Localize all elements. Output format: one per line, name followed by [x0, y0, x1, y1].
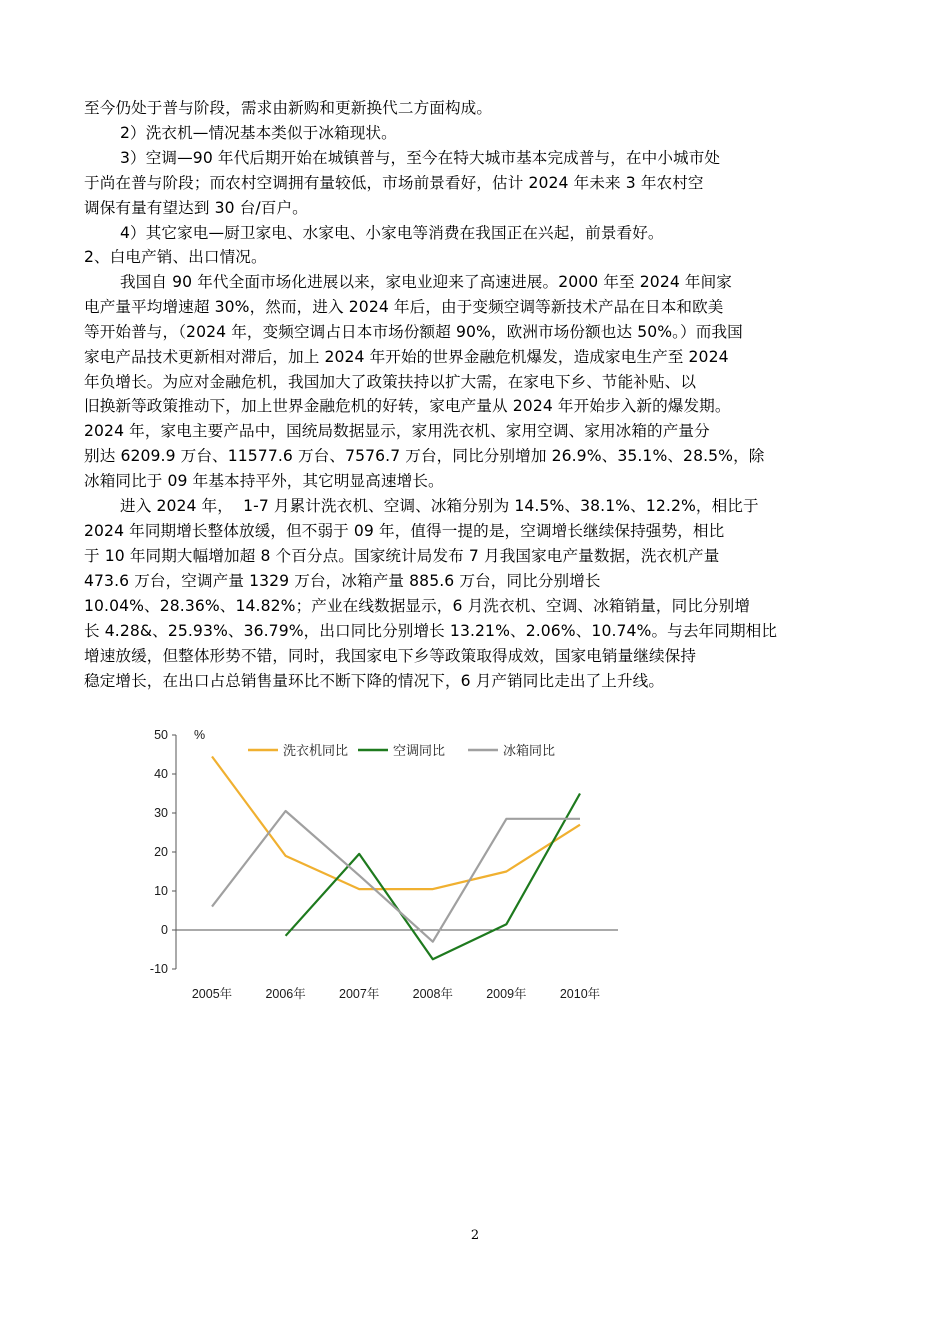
legend-label: 空调同比	[393, 744, 446, 759]
y-tick-label: 10	[154, 884, 168, 898]
text-line: 增速放缓，但整体形势不错，同时，我国家电下乡等政策取得成效，国家电销量继续保持	[84, 647, 697, 665]
growth-line-chart	[140, 720, 620, 1010]
y-tick-label: -10	[149, 962, 168, 976]
x-tick-label: 2008年	[412, 987, 453, 1001]
text-line: 长 4.28&、25.93%、36.79%，出口同比分别增长 13.21%、2.06%、10.74%。与去年同期相比	[84, 622, 778, 640]
text-line: 冰箱同比于 09 年基本持平外，其它明显高速增长。	[84, 472, 444, 490]
text-line: 10.04%、28.36%、14.82%；产业在线数据显示，6 月洗衣机、空调、冰箱销量，同比分别增	[84, 597, 751, 615]
x-tick-label: 2009年	[486, 987, 527, 1001]
page-number: 2	[470, 1228, 480, 1243]
text-line: 进入 2024 年， 1-7 月累计洗衣机、空调、冰箱分别为 14.5%、38.1%、12.2%，相比于	[120, 497, 759, 515]
text-line: 3）空调—90 年代后期开始在城镇普与，至今在特大城市基本完成普与，在中小城市处	[120, 149, 721, 167]
text-line: 家电产品技术更新相对滞后，加上 2024 年开始的世界金融危机爆发，造成家电生产至 2024	[84, 348, 729, 366]
series-line-1	[212, 757, 580, 890]
text-line: 别达 6209.9 万台、11577.6 万台、7576.7 万台，同比分别增加 26.9%、35.1%、28.5%，除	[84, 447, 765, 465]
y-axis-unit: %	[194, 728, 206, 742]
text-line: 调保有量有望达到 30 台/百户。	[84, 199, 308, 217]
text-line: 于 10 年同期大幅增加超 8 个百分点。国家统计局发布 7 月我国家电产量数据，洗衣机产量	[84, 547, 720, 565]
text-line: 于尚在普与阶段；而农村空调拥有量较低，市场前景看好，估计 2024 年未来 3 年农村空	[84, 174, 704, 192]
legend-label: 冰箱同比	[503, 744, 556, 759]
y-tick-label: 40	[154, 767, 168, 781]
legend-label: 洗衣机同比	[283, 744, 349, 759]
y-tick-label: 20	[154, 845, 168, 859]
text-line: 旧换新等政策推动下，加上世界金融危机的好转，家电产量从 2024 年开始步入新的爆发期。	[84, 397, 731, 415]
text-line: 稳定增长，在出口占总销售量环比不断下降的情况下，6 月产销同比走出了上升线。	[84, 672, 665, 690]
x-tick-label: 2007年	[339, 987, 380, 1001]
section-heading: 2、白电产销、出口情况。	[84, 248, 267, 266]
text-line: 至今仍处于普与阶段，需求由新购和更新换代二方面构成。	[84, 99, 493, 117]
x-tick-label: 2006年	[265, 987, 306, 1001]
text-line: 我国自 90 年代全面市场化进展以来，家电业迎来了高速进展。2000 年至 2024 年间家	[120, 273, 733, 291]
text-line: 2024 年，家电主要产品中，国统局数据显示，家用洗衣机、家用空调、家用冰箱的产量分	[84, 422, 710, 440]
y-tick-label: 50	[154, 728, 168, 742]
x-tick-label: 2010年	[559, 987, 601, 1001]
text-line: 4）其它家电—厨卫家电、水家电、小家电等消费在我国正在兴起，前景看好。	[120, 224, 664, 242]
y-tick-label: 0	[161, 923, 168, 937]
text-line: 年负增长。为应对金融危机，我国加大了政策扶持以扩大需，在家电下乡、节能补贴、以	[84, 373, 697, 391]
text-line: 2）洗衣机—情况基本类似于冰箱现状。	[120, 124, 397, 142]
y-tick-label: 30	[154, 806, 168, 820]
text-line: 473.6 万台，空调产量 1329 万台，冰箱产量 885.6 万台，同比分别增长	[84, 572, 601, 590]
text-line: 等开始普与，（2024 年，变频空调占日本市场份额超 90%，欧洲市场份额也达 50%。）而我国	[84, 323, 743, 341]
x-tick-label: 2005年	[191, 987, 233, 1001]
text-line: 2024 年同期增长整体放缓，但不弱于 09 年，值得一提的是，空调增长继续保持强势，相比	[84, 522, 725, 540]
text-line: 电产量平均增速超 30%，然而，进入 2024 年后，由于变频空调等新技术产品在日本和欧美	[84, 298, 724, 316]
